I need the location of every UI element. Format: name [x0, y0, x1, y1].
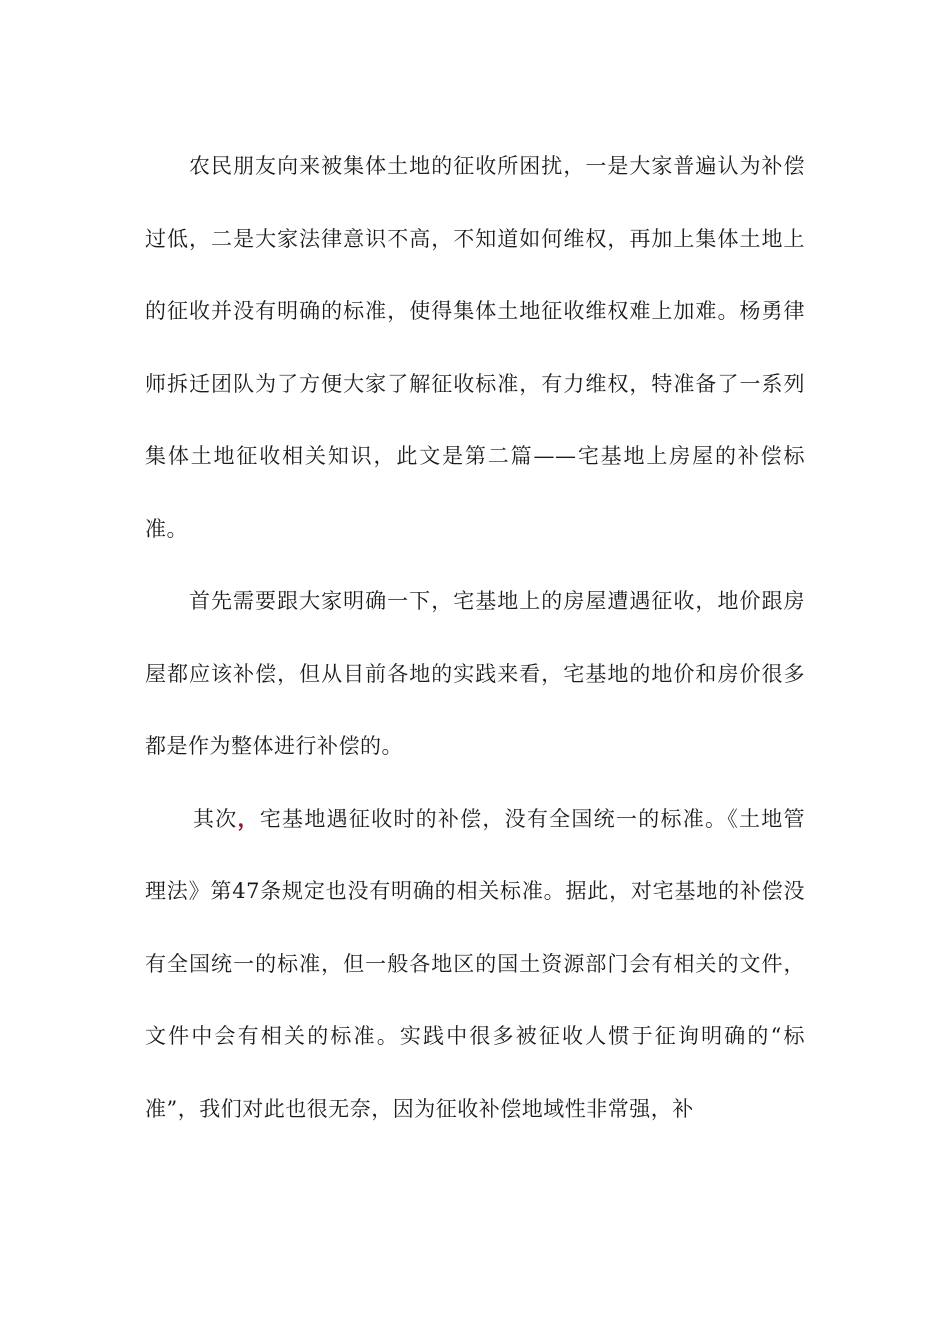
paragraph-house-compensation: 首先需要跟大家明确一下，宅基地上的房屋遭遇征收，地价跟房屋都应该补偿，但从目前各地的实践来看，宅基地的地价和房价很多都是作为整体进行补偿的。: [145, 589, 805, 758]
paragraph-lead: 其次: [193, 806, 238, 831]
paragraph-body: 宅基地遇征收时的补偿，没有全国统一的标准。《土地管理法》第47条规定也没有明确的相关标准。据此，对宅基地的补偿没有全国统一的标准，但一般各地区的国土资源部门会有相关的文件，文件中会有相关的标准。实践中很多被征收人惯于征询明确的“标准”，我们对此也很无奈，因为征收补偿地域性非常强，补: [145, 806, 806, 1121]
document-body: [145, 130, 805, 1145]
accent-comma: ，: [237, 805, 260, 831]
paragraph-intro: 农民朋友向来被集体土地的征收所困扰，一是大家普遍认为补偿过低，二是大家法律意识不高，不知道如何维权，再加上集体土地上的征收并没有明确的标准，使得集体土地征收维权难上加难。杨勇律师拆迁团队为了方便大家了解征收标准，有力维权，特准备了一系列集体土地征收相关知识，此文是第二篇——宅基地上房屋的补偿标准。: [145, 154, 805, 541]
paragraph-no-unified-standard: [145, 783, 805, 1146]
